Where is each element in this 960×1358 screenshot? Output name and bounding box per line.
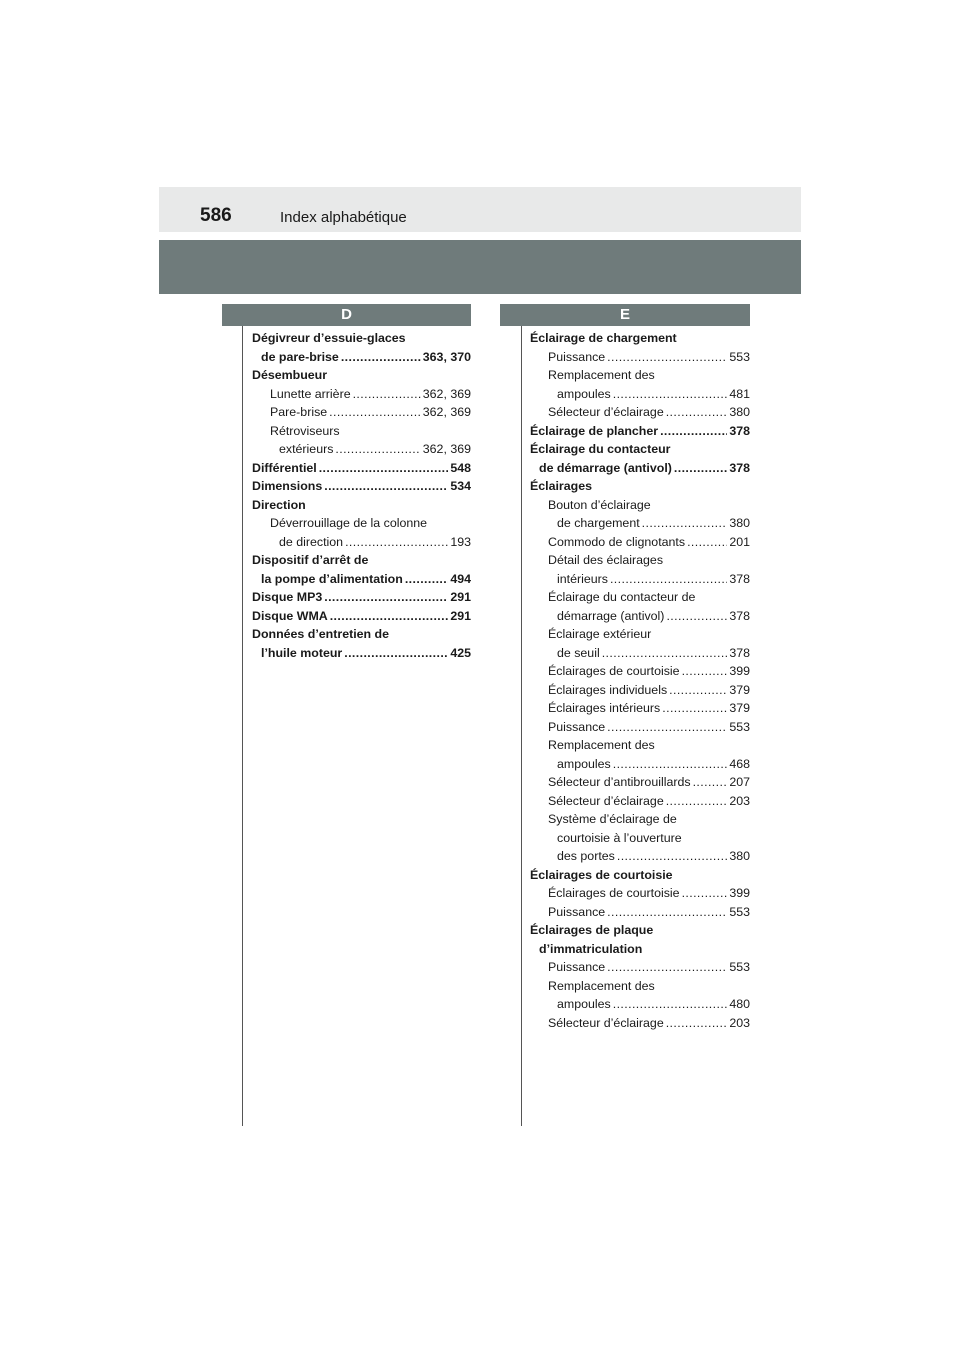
index-entry-text: l’huile moteur [261,645,343,660]
index-column-d [252,329,471,662]
section-letter-e: E [500,304,750,326]
index-entry [530,366,750,385]
index-entry-page[interactable]: 362, 369 [422,442,471,456]
index-entry-text: de seuil [557,645,600,660]
index-entry-page[interactable]: 362, 369 [422,405,471,419]
index-entry-page[interactable]: 193 [450,534,471,549]
index-entry-page[interactable]: 553 [729,960,750,974]
index-entry [530,403,750,422]
index-entry-text: Éclairage extérieur [548,627,652,641]
index-entry [530,718,750,737]
index-entry-text: Éclairages [530,479,592,493]
dot-leader [642,514,728,533]
dot-leader [324,588,448,607]
index-entry [252,348,471,367]
index-entry-page[interactable]: 378 [729,571,750,586]
index-entry [530,348,750,367]
index-entry [530,755,750,774]
index-entry-text: Puissance [548,960,606,974]
dot-leader [617,847,727,866]
dot-leader [610,570,727,589]
index-entry [530,329,750,348]
index-entry-text: Puissance [548,719,606,734]
index-entry [530,496,750,515]
index-entry-text: ampoules [557,756,611,771]
dot-leader [682,662,728,681]
index-entry [530,792,750,811]
dot-leader [324,477,448,496]
index-entry [252,422,471,441]
index-entry-text: d’immatriculation [539,941,643,956]
dot-leader [666,403,728,422]
index-entry-page[interactable]: 480 [729,997,750,1011]
index-entry-text: Dégivreur d’essuie-glaces [252,331,406,345]
index-entry-page[interactable]: 399 [729,886,750,900]
index-entry-page[interactable]: 425 [450,645,471,660]
index-entry-text: Éclairage du contacteur de [548,590,696,604]
dot-leader [341,348,421,367]
dot-leader [329,403,421,422]
dot-leader [613,385,728,404]
index-entry-text: intérieurs [557,571,608,586]
index-entry-text: Données d’entretien de [252,627,390,641]
index-entry [530,385,750,404]
index-entry-page[interactable]: 362, 369 [422,386,471,401]
index-entry [530,440,750,459]
index-entry [530,588,750,607]
header-strip [159,187,801,232]
index-entry-page[interactable]: 481 [729,386,750,401]
index-entry [252,440,471,459]
index-entry-text: Pare-brise [270,405,328,419]
index-entry [530,810,750,829]
index-entry-page[interactable]: 553 [729,719,750,734]
index-entry [252,514,471,533]
dot-leader [607,718,727,737]
dot-leader [674,459,727,478]
index-entry-text: Éclairages de courtoisie [548,664,680,678]
index-entry [252,625,471,644]
index-entry [530,884,750,903]
index-entry-page[interactable]: 207 [729,775,750,789]
index-entry [252,459,471,478]
dot-leader [613,755,728,774]
index-entry-text: Remplacement des [548,738,655,752]
index-entry [530,940,750,959]
index-entry [530,847,750,866]
index-entry-text: Éclairages de courtoisie [530,867,673,882]
dot-leader [687,533,727,552]
index-entry [252,496,471,515]
index-entry [252,644,471,663]
index-entry-page[interactable]: 399 [729,664,750,678]
index-entry [530,570,750,589]
index-entry [530,422,750,441]
section-letter-d: D [222,304,471,326]
dot-leader [344,644,448,663]
index-entry-text: Éclairages intérieurs [548,701,661,715]
index-entry [252,588,471,607]
index-entry-page[interactable]: 378 [729,608,750,623]
index-entry-text: Disque MP3 [252,590,323,604]
index-entry-text: Dimensions [252,479,323,493]
index-entry-text: Puissance [548,349,606,364]
column-rule-e [521,326,522,1126]
index-entry-text: Détail des éclairages [548,553,664,567]
index-entry-page[interactable]: 380 [729,516,750,530]
index-entry-text: Rétroviseurs [270,423,340,438]
dot-leader [405,570,448,589]
column-rule-d [242,326,243,1126]
index-entry [530,644,750,663]
index-entry [530,1014,750,1033]
index-entry [530,607,750,626]
index-entry-text: Sélecteur d’antibrouillards [548,775,691,789]
index-entry [252,385,471,404]
dot-leader [666,792,728,811]
index-entry [530,662,750,681]
page-number: 586 [200,205,232,226]
index-entry-text: Direction [252,497,306,512]
index-entry [530,551,750,570]
index-entry-text: Système d’éclairage de [548,812,677,826]
index-entry-text: Disque WMA [252,608,328,623]
index-entry-text: de direction [279,534,344,549]
index-entry-text: démarrage (antivol) [557,608,665,623]
index-entry [530,477,750,496]
index-entry [530,681,750,700]
index-entry [252,533,471,552]
dot-leader [662,699,727,718]
index-entry-text: Éclairage de chargement [530,331,677,345]
dot-leader [613,995,728,1014]
index-entry-text: la pompe d’alimentation [261,571,403,586]
index-entry-page[interactable]: 378 [729,460,750,475]
index-entry-text: de démarrage (antivol) [539,460,672,475]
index-entry-text: Sélecteur d’éclairage [548,793,664,808]
index-entry [252,607,471,626]
index-entry [530,903,750,922]
index-entry [530,514,750,533]
index-entry-text: Sélecteur d’éclairage [548,1015,664,1030]
index-entry-text: de chargement [557,516,640,530]
index-entry [252,329,471,348]
index-entry [530,958,750,977]
index-entry [252,477,471,496]
index-entry-text: Commodo de clignotants [548,534,686,549]
index-entry [530,736,750,755]
dot-leader [682,884,728,903]
dot-leader [319,459,449,478]
index-entry-page[interactable]: 203 [729,793,750,808]
index-entry-text: Lunette arrière [270,386,351,401]
index-entry-text: des portes [557,849,615,863]
index-entry [252,551,471,570]
dot-leader [353,385,421,404]
index-entry-text: Éclairages individuels [548,682,668,697]
section-band [159,240,801,294]
index-entry-text: Désembueur [252,368,328,382]
index-entry-text: de pare-brise [261,349,339,364]
index-entry-text: ampoules [557,386,611,401]
index-entry-text: Déverrouillage de la colonne [270,516,428,530]
index-entry-text: extérieurs [279,442,334,456]
index-entry-page[interactable]: 494 [450,571,471,586]
page-title: Index alphabétique [280,209,407,226]
index-entry-page[interactable]: 380 [729,849,750,863]
index-entry-page[interactable]: 379 [729,682,750,697]
index-entry-text: Éclairage du contacteur [530,442,671,456]
index-entry [530,625,750,644]
index-entry-page[interactable]: 380 [729,405,750,419]
index-entry-page[interactable]: 468 [729,756,750,771]
index-entry [530,533,750,552]
index-entry-text: courtoisie à l’ouverture [557,830,682,845]
index-entry-text: Puissance [548,904,606,919]
index-entry-page[interactable]: 553 [729,904,750,919]
index-entry-text: Éclairage de plancher [530,423,659,438]
index-entry-page[interactable]: 378 [729,645,750,660]
dot-leader [335,440,420,459]
index-entry-page[interactable]: 379 [729,701,750,715]
index-entry [530,699,750,718]
dot-leader [669,681,727,700]
dot-leader [660,422,727,441]
index-entry-text: Éclairages de plaque [530,923,654,937]
index-entry [530,829,750,848]
index-entry-page[interactable]: 378 [729,423,750,438]
index-entry [530,995,750,1014]
dot-leader [666,607,727,626]
index-entry [530,866,750,885]
dot-leader [345,533,448,552]
index-entry-page[interactable]: 363, 370 [422,349,471,364]
index-entry [252,366,471,385]
index-entry-page[interactable]: 203 [729,1015,750,1030]
index-entry [530,921,750,940]
index-column-e [530,329,750,1032]
index-entry-page[interactable]: 291 [450,590,471,604]
index-entry-page[interactable]: 201 [729,534,750,549]
dot-leader [693,773,728,792]
dot-leader [330,607,449,626]
index-entry-text: ampoules [557,997,611,1011]
dot-leader [607,903,727,922]
index-entry-text: Dispositif d’arrêt de [252,553,369,567]
index-entry [530,977,750,996]
dot-leader [607,348,727,367]
dot-leader [666,1014,728,1033]
index-entry-text: Différentiel [252,460,317,475]
index-entry [530,459,750,478]
dot-leader [607,958,727,977]
dot-leader [602,644,728,663]
index-entry [252,570,471,589]
index-entry [252,403,471,422]
index-entry-text: Remplacement des [548,978,655,993]
index-entry-page[interactable]: 534 [450,479,471,493]
index-entry [530,773,750,792]
index-entry-page[interactable]: 291 [450,608,471,623]
index-entry-text: Éclairages de courtoisie [548,886,680,900]
index-entry-text: Bouton d’éclairage [548,497,651,512]
index-entry-text: Sélecteur d’éclairage [548,405,664,419]
index-entry-page[interactable]: 548 [450,460,471,475]
index-entry-page[interactable]: 553 [729,349,750,364]
index-entry-text: Remplacement des [548,368,655,382]
